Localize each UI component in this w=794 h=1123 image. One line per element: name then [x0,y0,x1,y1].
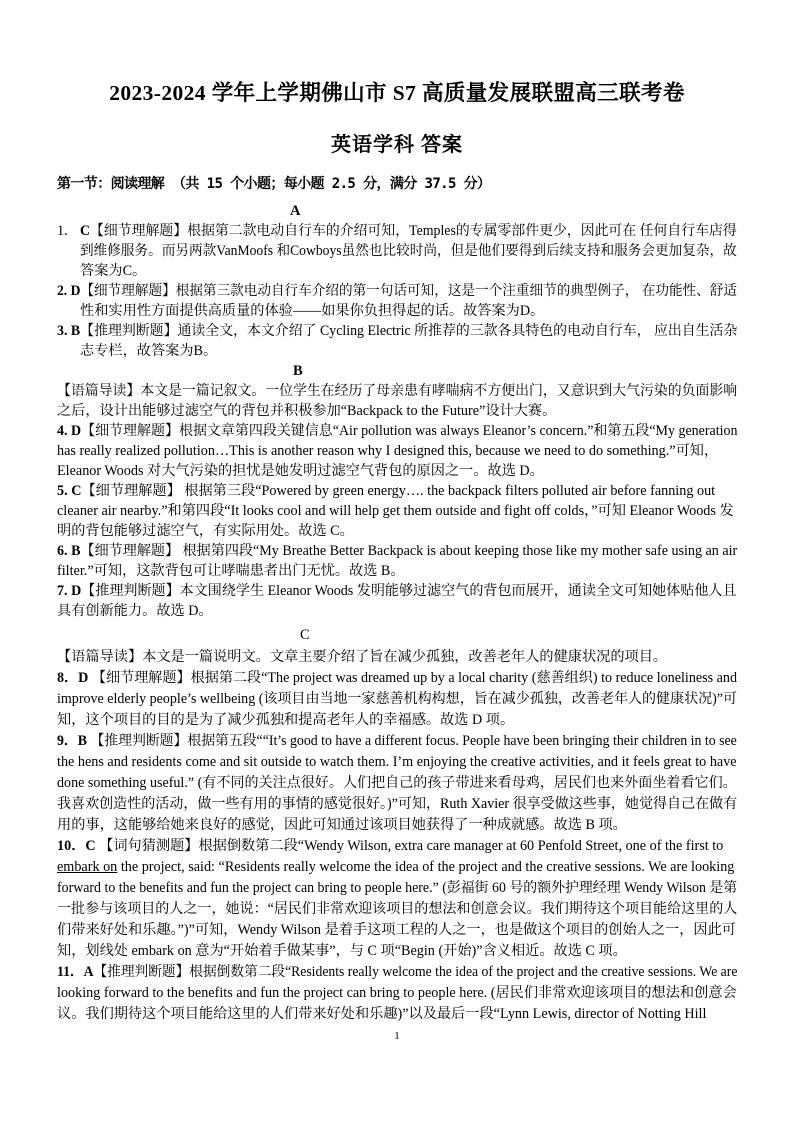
q10-line-2: embark on the project, said: “Residents really welcome the idea of the project and the creative sessions. We are looking [57,859,735,875]
q5-line-2: cleaner air nearby.”和第四段“It looks cool and will help get them outside and fight off colds，”可知 Eleanor Woods 发 [57,503,734,519]
q8-line-2: improve elderly people’s wellbeing (该项目由当地一家慈善机构构想，旨在减少孤独，改善老年人的健康状况)”可 [57,691,738,707]
q6-line-1: 6. B【细节理解题】 根据第四段“My Breathe Better Backpack is about keeping those like my mother safe using an air [57,543,738,559]
q9-answer-key: 9．B [57,733,87,749]
q9-line-5: 用的事，这能够给她来良好的感觉，因此可知通过该项目她获得了一种成就感。故选 B 项。 [57,817,627,833]
q5-line-1: 5. C【细节理解题】 根据第三段“Powered by green energy…. the backpack filters polluted air before fanning out [57,483,716,499]
q4-line-1: 4. D【细节理解题】根据文章第四段关键信息“Air pollution was always Eleanor’s concern.”和第五段“My generation [57,423,738,439]
q2-line-1: 2. D【细节理解题】根据第三款电动自行车介绍的第一句话可知，这是一个注重细节的典型例子， 在功能性、舒适 [57,283,738,299]
q6-line-2: filter.”可知，这款背包可让哮喘患者出门无忧。故选 B。 [57,563,405,579]
q10-line-3: forward to the benefits and fun the project can bring to people here.” (彭福街 60 号的额外护理经理 Wendy Wilson 是第 [57,880,738,896]
q4-line-3: Eleanor Woods 对大气污染的担忧是她发明过滤空气背包的原因之一。故选 D。 [57,463,544,479]
q7-line-1: 7. D【推理判断题】本文围绕学生 Eleanor Woods 发明能够过滤空气的背包而展开，通读全文可知她体贴他人且 [57,583,737,599]
q1-line-1: C【细节理解题】根据第二款电动自行车的介绍可知，Temples的专属零部件更少，因此可在 任何自行车店得 [80,223,737,239]
q4-line-2: has really realized pollution…This is another reason why I designed this, because we need to do something.”可知， [57,443,719,459]
q7-line-2: 具有创新能力。故选 D。 [57,603,213,619]
passage-b-label: B [293,363,303,379]
q11-answer-key: 11．A [57,964,94,980]
q3-answer-key: 3. B [57,323,81,339]
q9-line-3: done something useful.” (有不同的关注点很好。人们把自己的孩子带进来看母鸡，居民们也来外面坐着看它们。 [57,775,737,791]
q10-answer-key: 10．C [57,838,96,854]
page-title: 2023-2024 学年上学期佛山市 S7 高质量发展联盟高三联考卷 [109,81,685,105]
q2-answer-key: 2. D [57,283,81,299]
q3-line-2: 志专栏，故答案为B。 [80,343,218,359]
q11-line-2: looking forward to the benefits and fun the project can bring to people here. (居民们非常欢迎该项目的想法和创意会 [57,985,737,1001]
q9-line-2: the hens and residents come and sit outside to watch them. I’m enjoying the creative activities, and it feels great to have [57,754,737,770]
q1-line-2: 到维修服务。而另两款VanMoofs 和Cowboys虽然也比较时尚，但是他们要得到后续支持和服务会更加复杂，故 [80,243,737,259]
q10-line-1: 10．C 【词句猜测题】根据倒数第二段“Wendy Wilson, extra care manager at 60 Penfold Street, one of the first to [57,838,724,854]
page-number: 1 [394,1030,400,1042]
q10-line-4: 一批参与该项目的人之一，她说：“居民们非常欢迎该项目的想法和创意会议。我们期待这个项目能给这里的人 [57,901,738,917]
q8-line-3: 知，这个项目的目的是为了减少孤独和提高老年人的幸福感。故选 D 项。 [57,712,515,728]
q8-line-1: 8．D 【细节理解题】根据第二段“The project was dreamed up by a local charity (慈善组织) to reduce loneliness and [57,670,738,686]
q1-number: 1. [57,223,68,239]
b-intro-line-2: 之后，设计出能够过滤空气的背包并积极参加“Backpack to the Future”设计大赛。 [57,403,557,419]
q11-line-3: 议。我们期待这个项目能给这里的人们带来好处和乐趣)”以及最后一段“Lynn Lewis, director of Notting Hill [57,1006,707,1022]
section-heading: 第一节：阅读理解 （共 15 个小题；每小题 2.5 分，满分 37.5 分） [57,176,491,192]
q10-line-5: 们带来好处和乐趣。”)”可知，Wendy Wilson 是着手这项工程的人之一，也是做这个项目的创始人之一，因此可 [57,922,736,938]
q5-line-3: 明的背包能够过滤空气，有实际用处。故选 C。 [57,523,354,539]
q1-answer-key: C [80,223,91,239]
q7-answer-key: 7. D [57,583,82,599]
q5-answer-key: 5. C [57,483,82,499]
q11-line-1: 11．A【推理判断题】根据倒数第二段“Residents really welcome the idea of the project and the creative sessions. We are [57,964,738,980]
q4-answer-key: 4. D [57,423,82,439]
q6-answer-key: 6. B [57,543,81,559]
q8-answer-key: 8．D [57,670,89,686]
q9-line-1: 9．B 【推理判断题】根据第五段““It’s good to have a different focus. People have been bringing their children in to see [57,733,737,749]
q10-underlined-phrase: embark on [57,859,118,875]
q2-line-2: 性和实用性方面提供高质量的体验——如果你负担得起的话。故答案为D。 [80,303,545,319]
c-intro: 【语篇导读】本文是一篇说明文。文章主要介绍了旨在减少孤独，改善老年人的健康状况的项目。 [57,649,668,665]
passage-a-label: A [290,203,301,219]
q1-line-3: 答案为C。 [80,263,147,279]
q9-line-4: 我喜欢创造性的活动，做一些有用的事情的感觉很好。)”可知，Ruth Xavier 很享受做这些事，她觉得自己在做有 [57,796,738,812]
q3-line-1: 3. B【推理判断题】通读全文，本文介绍了 Cycling Electric 所推荐的三款各具特色的电动自行车， 应出自生活杂 [57,323,738,339]
b-intro-line-1: 【语篇导读】本文是一篇记叙文。一位学生在经历了母亲患有哮喘病不方便出门，又意识到大气污染的负面影响 [57,383,738,399]
passage-c-label: C [300,627,310,643]
q10-line-6: 知，划线处 embark on 意为“开始着手做某事”，与 C 项“Begin (开始)”含义相近。故选 C 项。 [57,943,627,959]
page-subtitle: 英语学科 答案 [331,134,463,156]
